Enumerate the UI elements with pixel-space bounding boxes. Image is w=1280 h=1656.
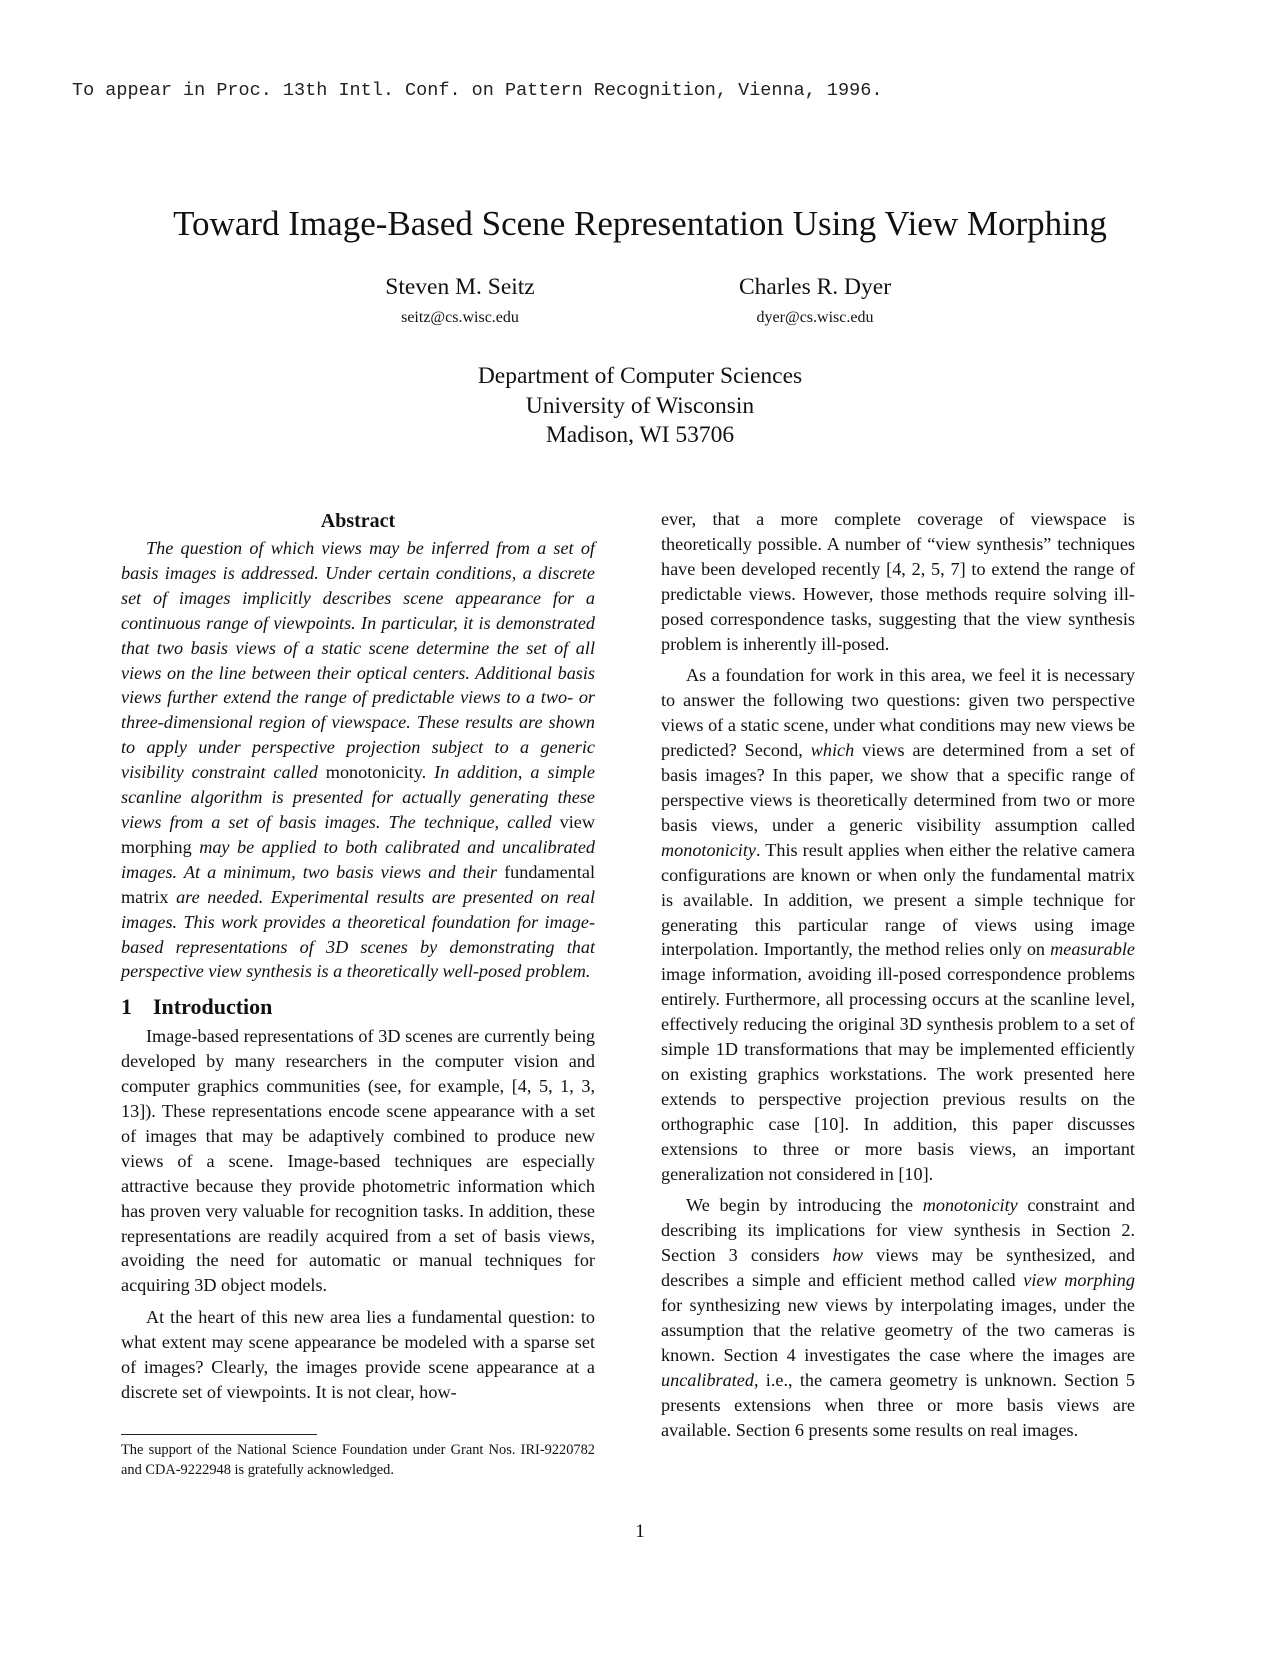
emphasis: monotonicity xyxy=(922,1195,1018,1216)
author-block-1 xyxy=(260,272,660,330)
abstract-paragraph xyxy=(121,536,595,984)
author-email: dyer@cs.wisc.edu xyxy=(756,309,874,326)
body-text: for synthesizing new views by interpolating images, under the assumption that the relative geometry of the two cameras is known. Section 4 investigates the case where the images are xyxy=(661,1295,1135,1365)
body-paragraph xyxy=(661,663,1135,1186)
affiliation xyxy=(0,362,1280,451)
paper-title: Toward Image-Based Scene Representation Using View Morphing xyxy=(173,204,1107,243)
body-text: As a foundation for work in this area, we feel it is necessary to answer the following two questions: given two perspective views of a static scene, under what conditions may new views be predicted? Second, xyxy=(661,665,1135,761)
emphasis: which xyxy=(810,740,855,761)
footnote: The support of the National Science Foundation under Grant Nos. IRI-9220782 and CDA-9222948 is gratefully acknowledged. xyxy=(121,1442,595,1478)
left-column xyxy=(121,508,595,1405)
abstract-term: monotonicity. xyxy=(325,762,427,783)
abstract-term: fundamental matrix xyxy=(121,861,595,907)
emphasis: how xyxy=(832,1245,863,1266)
page-number: 1 xyxy=(635,1521,645,1542)
emphasis: measurable xyxy=(1050,939,1135,960)
section-number: 1 xyxy=(121,994,132,1020)
body-text: We begin by introducing the xyxy=(686,1195,923,1216)
footnote-rule xyxy=(121,1434,317,1435)
affiliation-line: Department of Computer Sciences xyxy=(477,363,803,389)
section-title: Introduction xyxy=(153,994,273,1020)
body-text: constraint and describing its implications for view synthesis in Section 2. Section 3 considers xyxy=(661,1195,1135,1266)
abstract-text: are needed. Experimental results are presented on real images. This work provides a theoretical foundation for image-based representations of 3D scenes by demonstrating that perspective view synthesis is a theoretically well-posed problem. xyxy=(121,886,595,982)
body-text: , i.e., the camera geometry is unknown. Section 5 presents extensions when three or more basis views are available. Section 6 presents some results on real images. xyxy=(661,1369,1135,1440)
affiliation-line: University of Wisconsin xyxy=(525,392,755,419)
body-text: views may be synthesized, and describes a simple and efficient method called xyxy=(661,1245,1135,1291)
section-heading xyxy=(121,994,595,1020)
abstract-text: In addition, a simple scanline algorithm is presented for actually generating these views from a set of basis images. The technique, called xyxy=(121,762,595,832)
emphasis: uncalibrated xyxy=(661,1369,754,1390)
author-name: Steven M. Seitz xyxy=(385,274,535,300)
abstract-text: The question of which views may be inferred from a set of basis images is addressed. Under certain conditions, a discrete set of images implicitly describes scene appearance for a continuous range of viewpoints. In particular, it is demonstrated that two basis views of a static scene determine the set of all views on the line between their optical centers. Additional basis views further extend the range of predictable views to a two- or three-dimensional region of viewspace. These results are shown to apply under perspective projection subject to a generic visibility constraint called xyxy=(121,538,595,783)
author-block-2 xyxy=(615,272,1015,330)
author-email: seitz@cs.wisc.edu xyxy=(401,309,519,326)
body-paragraph xyxy=(661,1193,1135,1442)
abstract-term: view morphing xyxy=(121,811,595,857)
body-paragraph: At the heart of this new area lies a fundamental question: to what extent may scene appearance be modeled with a sparse set of images? Clearly, the images provide scene appearance at a discrete set of viewpoints. It is not clear, how- xyxy=(121,1307,595,1402)
right-column xyxy=(661,507,1135,1443)
header-note: To appear in Proc. 13th Intl. Conf. on Pattern Recognition, Vienna, 1996. xyxy=(72,80,883,101)
body-paragraph: ever, that a more complete coverage of viewspace is theoretically possible. A number of “view synthesis” techniques have been developed recently [4, 2, 5, 7] to extend the range of predictable views. However, those methods require solving ill-posed correspondence tasks, suggesting that the view synthesis problem is inherently ill-posed. xyxy=(661,509,1135,654)
emphasis: monotonicity xyxy=(661,839,756,860)
body-text: . This result applies when either the relative camera configurations are known or when only the fundamental matrix is available. In addition, we present a simple technique for generating this particular range of views using image interpolation. Importantly, the method relies only on xyxy=(661,839,1135,960)
abstract-heading: Abstract xyxy=(320,510,396,532)
author-name: Charles R. Dyer xyxy=(738,274,892,300)
emphasis: view morphing xyxy=(1023,1270,1135,1291)
body-text: image information, avoiding ill-posed correspondence problems entirely. Furthermore, all processing occurs at the scanline level, effectively reducing the original 3D synthesis problem to a set of simple 1D transformations that may be implemented efficiently on existing graphics workstations. The work presented here extends to perspective projection previous results on the orthographic case [10]. In addition, this paper discusses extensions to three or more basis views, an important generalization not considered in [10]. xyxy=(661,964,1135,1184)
affiliation-line: Madison, WI 53706 xyxy=(545,422,735,448)
abstract-text: may be applied to both calibrated and uncalibrated images. At a minimum, two basis views and their xyxy=(121,836,595,882)
body-text: views are determined from a set of basis images? In this paper, we show that a specific range of perspective views is theoretically determined from two or more basis views, under a generic visibility assumption called xyxy=(661,740,1135,835)
body-paragraph: Image-based representations of 3D scenes are currently being developed by many researchers in the computer vision and computer graphics communities (see, for example, [4, 5, 1, 3, 13]). These representations encode scene appearance with a set of images that may be adaptively combined to produce new views of a scene. Image-based techniques are especially attractive because they provide photometric information which has proven very valuable for recognition tasks. In addition, these representations are readily acquired from a set of basis views, avoiding the need for automatic or manual techniques for acquiring 3D object models. xyxy=(121,1026,595,1296)
